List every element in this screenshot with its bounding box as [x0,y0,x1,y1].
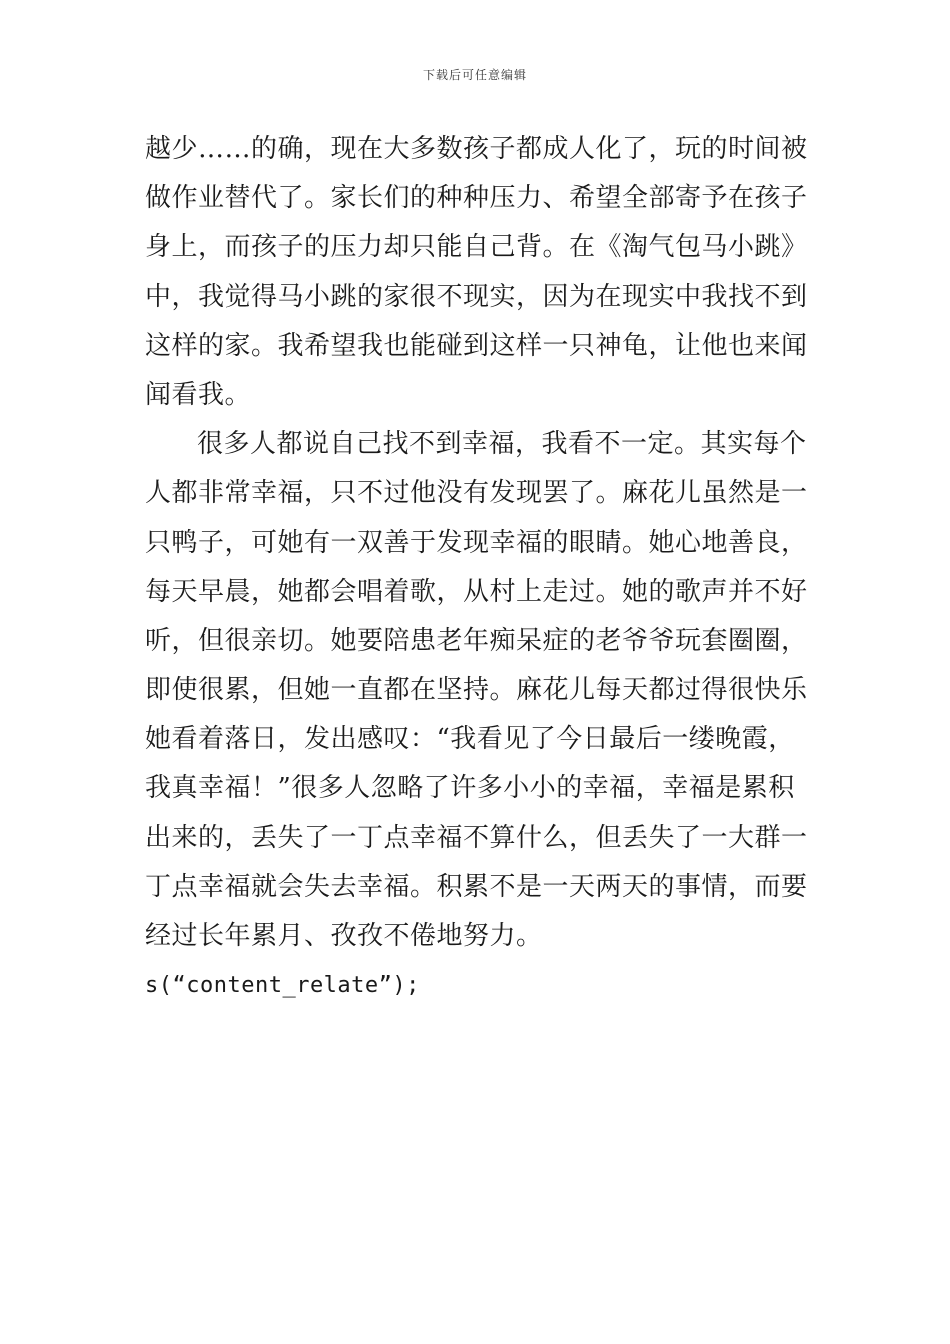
text-line: 经过长年累月、孜孜不倦地努力。 [145,921,543,951]
document-body [145,125,809,1011]
text-line: 人都非常幸福，只不过他没有发现罢了。麻花儿虽然是一 [145,478,808,509]
text-line: 中，我觉得马小跳的家很不现实，因为在现实中我找不到 [145,281,808,312]
text-line: 我真幸福！”很多人忽略了许多小小的幸福，幸福是累积 [145,773,795,804]
text-line: 很多人都说自己找不到幸福，我看不一定。其实每个 [197,429,807,460]
text-line: 身上，而孩子的压力却只能自己背。在《淘气包马小跳》 [145,232,808,263]
text-line: 越少……的确，现在大多数孩子都成人化了，玩的时间被 [145,134,808,164]
text-line: 她看着落日，发出感叹：“我看见了今日最后一缕晚霞， [145,724,795,755]
paragraph-2 [145,420,809,961]
text-line: 闻看我。 [145,379,252,410]
text-line: 只鸭子，可她有一双善于发现幸福的眼睛。她心地善良， [145,527,808,558]
text-line: 即使很累，但她一直都在坚持。麻花儿每天都过得很快乐 [145,675,808,706]
text-line: 出来的，丢失了一丁点幸福不算什么，但丢失了一大群一 [145,822,808,853]
text-line: 每天早晨，她都会唱着歌，从村上走过。她的歌声并不好 [145,576,808,607]
text-line: 做作业替代了。家长们的种种压力、希望全部寄予在孩子 [145,183,808,214]
paragraph-1 [145,125,809,420]
code-snippet: s(“content_relate”); [145,973,420,999]
text-line: 听，但很亲切。她要陪患老年痴呆症的老爷爷玩套圈圈， [145,625,808,656]
download-note: 下载后可任意编辑 [422,68,527,82]
text-line: 这样的家。我希望我也能碰到这样一只神龟，让他也来闻 [145,330,808,361]
text-line: 丁点幸福就会失去幸福。积累不是一天两天的事情，而要 [145,871,808,902]
